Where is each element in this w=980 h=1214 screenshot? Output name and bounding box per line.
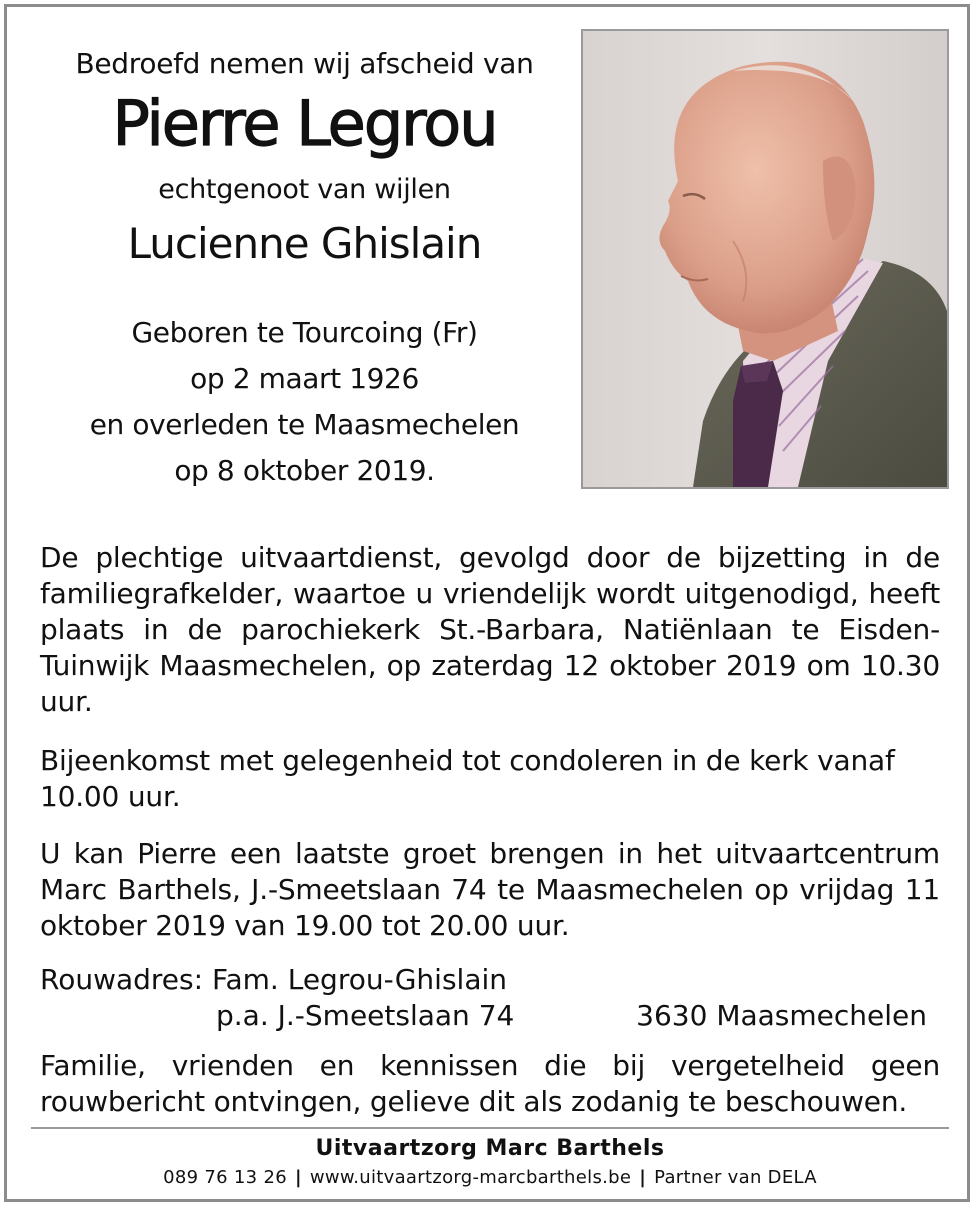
service-paragraph: De plechtige uitvaartdienst, gevolgd door de bijzetting in de familiegrafkelder, waartoe u vriendelijk wordt uitgenodigd, heeft plaats in de parochiekerk St.-Barbara, Natiënlaan te Eisden-Tuinwijk Maasmechelen, op zaterdag 12 oktober 2019 om 10.30 uur.	[40, 541, 940, 718]
death-date: op 8 oktober 2019.	[174, 454, 435, 487]
address-city: 3630 Maasmechelen	[636, 999, 927, 1032]
farewell-paragraph: U kan Pierre een laatste groet brengen in het uitvaartcentrum Marc Barthels, J.-Smeetslaan 74 te Maasmechelen op vrijdag 11 oktober 2019 van 19.00 tot 20.00 uur.	[40, 837, 940, 942]
address-street: p.a. J.-Smeetslaan 74	[216, 999, 515, 1032]
notice-frame	[4, 4, 970, 1202]
footer-contact	[7, 1166, 970, 1190]
address-line-family: Rouwadres: Fam. Legrou-Ghislain	[40, 963, 508, 996]
spouse-intro-text: echtgenoot van wijlen	[158, 174, 451, 205]
portrait-photo	[581, 29, 949, 489]
closing-paragraph: Familie, vrienden en kennissen die bij vergetelheid geen rouwbericht ontvingen, gelieve dit als zodanig te beschouwen.	[40, 1049, 940, 1118]
notice-header	[37, 42, 572, 494]
death-place: en overleden te Maasmechelen	[89, 408, 520, 441]
partner-text: Partner van DELA	[654, 1167, 817, 1188]
birth-date: op 2 maart 1926	[190, 362, 419, 395]
mourning-address	[40, 962, 940, 1034]
spouse-name: Lucienne Ghislain	[127, 219, 482, 268]
website-link[interactable]: www.uitvaartzorg-marcbarthels.be	[309, 1167, 632, 1188]
footer-divider	[31, 1127, 949, 1129]
deceased-name: Pierre Legrou	[112, 87, 497, 160]
portrait-illustration	[583, 31, 947, 487]
gathering-paragraph: Bijeenkomst met gelegenheid tot condoleren in de kerk vanaf 10.00 uur.	[40, 744, 895, 813]
birth-place: Geboren te Tourcoing (Fr)	[131, 316, 478, 349]
phone-number: 089 76 13 26	[163, 1167, 287, 1188]
intro-text: Bedroefd nemen wij afscheid van	[75, 47, 534, 80]
separator: |	[294, 1167, 302, 1188]
funeral-company-name: Uitvaartzorg Marc Barthels	[315, 1136, 665, 1161]
separator: |	[639, 1167, 647, 1188]
life-dates	[37, 310, 572, 494]
